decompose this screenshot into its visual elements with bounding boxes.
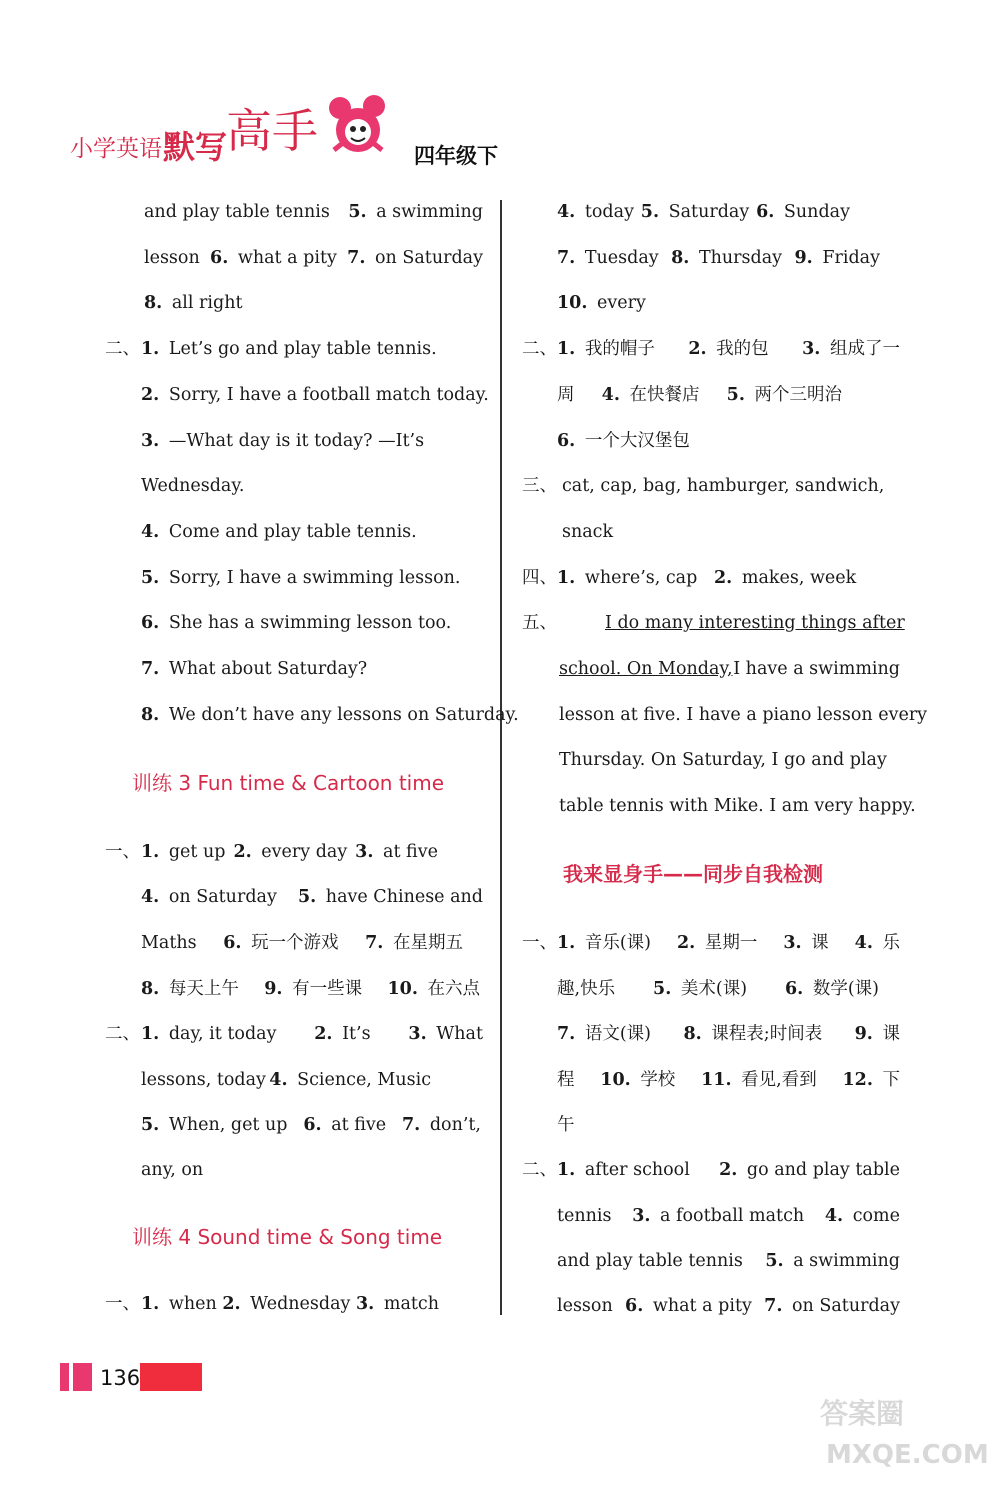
underlined-sentence: I do many interesting things after (605, 613, 905, 633)
answer-line: school. On Monday, I have a swimming (559, 659, 900, 679)
answer-line: 5. When, get up 6. at five 7. don’t, (141, 1115, 481, 1135)
answer-line: 7. Tuesday 8. Thursday 9. Friday (557, 248, 880, 268)
answer-line: lesson 6. what a pity 7. on Saturday (557, 1296, 900, 1316)
mascot-logo-icon (322, 92, 394, 164)
answer-line: 6. She has a swimming lesson too. (141, 613, 452, 633)
book-title-large: 高手 (226, 104, 318, 158)
answer-line: 7. What about Saturday? (141, 659, 368, 679)
answer-line: Thursday. On Saturday, I go and play (559, 750, 887, 770)
answer-line: Maths 6. 玩一个游戏 7. 在星期五 (141, 933, 463, 953)
answer-line: 1. 音乐(课) 2. 星期一 3. 课 4. 乐 (557, 933, 900, 953)
answer-line: 1. after school 2. go and play table (557, 1160, 900, 1180)
answer-line: tennis 3. a football match 4. come (557, 1206, 900, 1226)
answer-line: and play table tennis 5. a swimming (557, 1251, 900, 1271)
answer-line: 8. 每天上午 9. 有一些课 10. 在六点 (141, 979, 480, 999)
grade-label: 四年级下 (414, 144, 498, 168)
answer-line: 7. 语文(课) 8. 课程表;时间表 9. 课 (557, 1024, 900, 1044)
answer-line: 4. Come and play table tennis. (141, 522, 417, 542)
answer-line: any, on (141, 1160, 204, 1180)
answer-line: 1. when 2. Wednesday 3. match (141, 1294, 439, 1314)
column-divider (500, 200, 502, 1315)
answer-line: 1. Let’s go and play table tennis. (141, 339, 437, 359)
answer-line: cat, cap, bag, hamburger, sandwich, (562, 476, 885, 496)
answer-line: lessons, today 4. Science, Music (141, 1070, 431, 1090)
section-heading-training-4: 训练 4 Sound time & Song time (132, 1225, 443, 1249)
watermark-url: MXQE.COM (826, 1440, 989, 1470)
section-label: 一、 (105, 1294, 140, 1314)
section-label: 一、 (105, 842, 140, 862)
answer-line: 6. 一个大汉堡包 (557, 431, 690, 451)
footer-decoration-right (140, 1363, 202, 1391)
answer-line: 1. day, it today 2. It’s 3. What (141, 1024, 483, 1044)
answer-line: 5. Sorry, I have a swimming lesson. (141, 568, 461, 588)
watermark-text: 答案圈 (820, 1397, 905, 1430)
section-label: 二、 (522, 339, 557, 359)
answer-line: Wednesday. (141, 476, 245, 496)
page-number: 136 (100, 1366, 141, 1390)
section-label: 二、 (105, 1024, 140, 1044)
answer-line: 1. where’s, cap 2. makes, week (557, 568, 857, 588)
section-label: 二、 (522, 1160, 557, 1180)
answer-line: 4. today 5. Saturday 6. Sunday (557, 202, 850, 222)
answer-line: and play table tennis 5. a swimming (144, 202, 483, 222)
answer-line: snack (562, 522, 614, 542)
answer-line: 程 10. 学校 11. 看见,看到 12. 下 (557, 1070, 900, 1090)
answer-line: 4. on Saturday 5. have Chinese and (141, 887, 483, 907)
answer-line: 2. Sorry, I have a football match today. (141, 385, 489, 405)
answer-line: table tennis with Mike. I am very happy. (559, 796, 916, 816)
answer-line: lesson at five. I have a piano lesson every (559, 705, 928, 725)
answer-line: 1. get up 2. every day 3. at five (141, 842, 438, 862)
book-title-bold: 默写 (163, 128, 228, 166)
section-heading-self-test: 我来显身手——同步自我检测 (563, 862, 823, 886)
section-label: 一、 (522, 933, 557, 953)
book-title-small: 小学英语 (70, 136, 162, 162)
section-label: 二、 (105, 339, 140, 359)
answer-line: 1. 我的帽子 2. 我的包 3. 组成了一 (557, 339, 900, 359)
answer-line: 8. all right (144, 293, 243, 313)
answer-line: lesson 6. what a pity 7. on Saturday (144, 248, 483, 268)
answer-line: 8. We don’t have any lessons on Saturday. (141, 705, 519, 725)
section-label: 五、 (522, 613, 557, 633)
answer-line: 周 4. 在快餐店 5. 两个三明治 (557, 385, 842, 405)
section-label: 四、 (522, 568, 557, 588)
answer-line: 3. —What day is it today? —It’s (141, 431, 425, 451)
section-label: 三、 (522, 476, 557, 496)
answer-line: 午 (557, 1115, 575, 1135)
answer-line: 趣,快乐 5. 美术(课) 6. 数学(课) (557, 979, 879, 999)
answer-line: 10. every (557, 293, 646, 313)
page-header (0, 0, 1000, 190)
footer-decoration-left (60, 1363, 92, 1391)
section-heading-training-3: 训练 3 Fun time & Cartoon time (132, 771, 445, 795)
